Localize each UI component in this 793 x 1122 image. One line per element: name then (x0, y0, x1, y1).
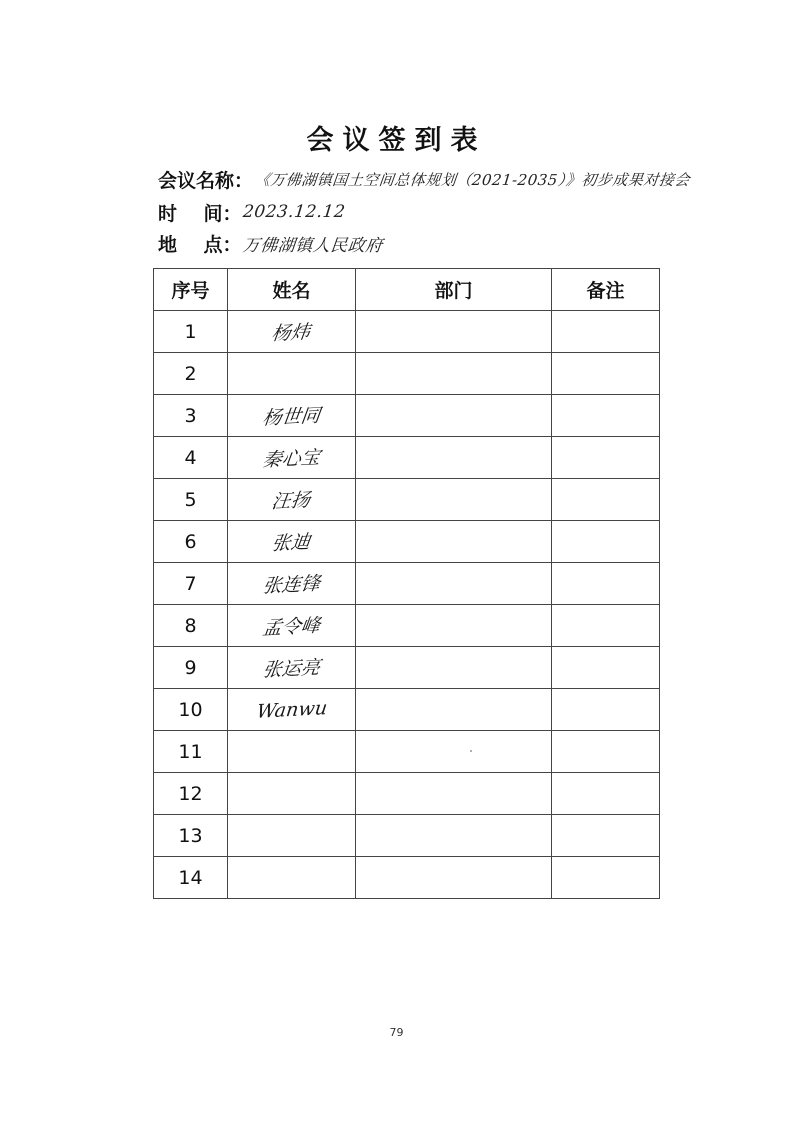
handwritten-signature: 秦心宝 (261, 446, 322, 472)
remark-cell (552, 731, 660, 773)
meeting-name-label: 会议名称： (158, 169, 254, 192)
meeting-place-row (158, 228, 383, 258)
name-cell (228, 437, 356, 479)
remark-cell (552, 521, 660, 563)
department-cell (356, 437, 552, 479)
department-cell (356, 521, 552, 563)
department-cell (356, 605, 552, 647)
table-row (154, 563, 660, 605)
row-number: 12 (154, 773, 228, 815)
handwritten-signature: Wanwu (254, 696, 329, 723)
row-number: 6 (154, 521, 228, 563)
header-no: 序号 (154, 269, 228, 311)
department-cell (356, 689, 552, 731)
row-number: 3 (154, 395, 228, 437)
remark-cell (552, 563, 660, 605)
row-number: 7 (154, 563, 228, 605)
department-cell (356, 353, 552, 395)
signin-table (153, 268, 660, 899)
remark-cell (552, 605, 660, 647)
meeting-name-handwritten: 《万佛湖镇国土空间总体规划（2021-2035）》初步成果对接会 (254, 170, 691, 189)
row-number: 2 (154, 353, 228, 395)
name-cell (228, 395, 356, 437)
name-cell (228, 857, 356, 899)
department-cell (356, 395, 552, 437)
table-row (154, 521, 660, 563)
row-number: 4 (154, 437, 228, 479)
table-row (154, 353, 660, 395)
name-cell (228, 731, 356, 773)
table-row (154, 395, 660, 437)
row-number: 5 (154, 479, 228, 521)
name-cell (228, 353, 356, 395)
department-cell (356, 479, 552, 521)
meeting-place-handwritten: 万佛湖镇人民政府 (242, 235, 385, 256)
remark-cell (552, 773, 660, 815)
table-row (154, 689, 660, 731)
remark-cell (552, 479, 660, 521)
table-row (154, 605, 660, 647)
name-cell (228, 647, 356, 689)
remark-cell (552, 815, 660, 857)
meeting-name-row (158, 164, 690, 194)
handwritten-signature: 孟令峰 (261, 614, 322, 640)
row-number: 1 (154, 311, 228, 353)
handwritten-signature: 汪扬 (270, 489, 312, 513)
remark-cell (552, 647, 660, 689)
remark-cell (552, 437, 660, 479)
row-number: 10 (154, 689, 228, 731)
page-title: 会议签到表 (306, 125, 487, 156)
table-row (154, 857, 660, 899)
department-cell (356, 311, 552, 353)
meeting-place-label: 地 点： (158, 233, 242, 256)
department-cell (356, 731, 552, 773)
name-cell (228, 311, 356, 353)
name-cell (228, 689, 356, 731)
header-department: 部门 (356, 269, 552, 311)
row-number: 8 (154, 605, 228, 647)
table-row (154, 815, 660, 857)
table-row (154, 311, 660, 353)
row-number: 11 (154, 731, 228, 773)
handwritten-signature: 张连锋 (261, 572, 322, 598)
department-cell (356, 815, 552, 857)
scan-speck (470, 750, 472, 752)
name-cell (228, 605, 356, 647)
remark-cell (552, 395, 660, 437)
row-number: 13 (154, 815, 228, 857)
table-row (154, 437, 660, 479)
name-cell (228, 773, 356, 815)
name-cell (228, 521, 356, 563)
table-row (154, 731, 660, 773)
handwritten-signature: 杨炜 (270, 321, 312, 345)
meeting-time-label: 时 间： (158, 202, 242, 225)
meeting-time-row (158, 197, 346, 227)
remark-cell (552, 311, 660, 353)
remark-cell (552, 857, 660, 899)
department-cell (356, 857, 552, 899)
remark-cell (552, 689, 660, 731)
department-cell (356, 773, 552, 815)
row-number: 9 (154, 647, 228, 689)
header-remark: 备注 (552, 269, 660, 311)
handwritten-signature: 张迪 (270, 531, 312, 555)
handwritten-signature: 张运亮 (261, 656, 322, 682)
name-cell (228, 815, 356, 857)
table-header-row (154, 269, 660, 311)
remark-cell (552, 353, 660, 395)
header-name: 姓名 (228, 269, 356, 311)
table-row (154, 479, 660, 521)
row-number: 14 (154, 857, 228, 899)
page-number: 79 (389, 1026, 404, 1039)
table-row (154, 773, 660, 815)
table-row (154, 647, 660, 689)
department-cell (356, 563, 552, 605)
handwritten-signature: 杨世同 (261, 404, 322, 430)
name-cell (228, 563, 356, 605)
meeting-time-handwritten: 2023.12.12 (242, 202, 347, 222)
department-cell (356, 647, 552, 689)
name-cell (228, 479, 356, 521)
